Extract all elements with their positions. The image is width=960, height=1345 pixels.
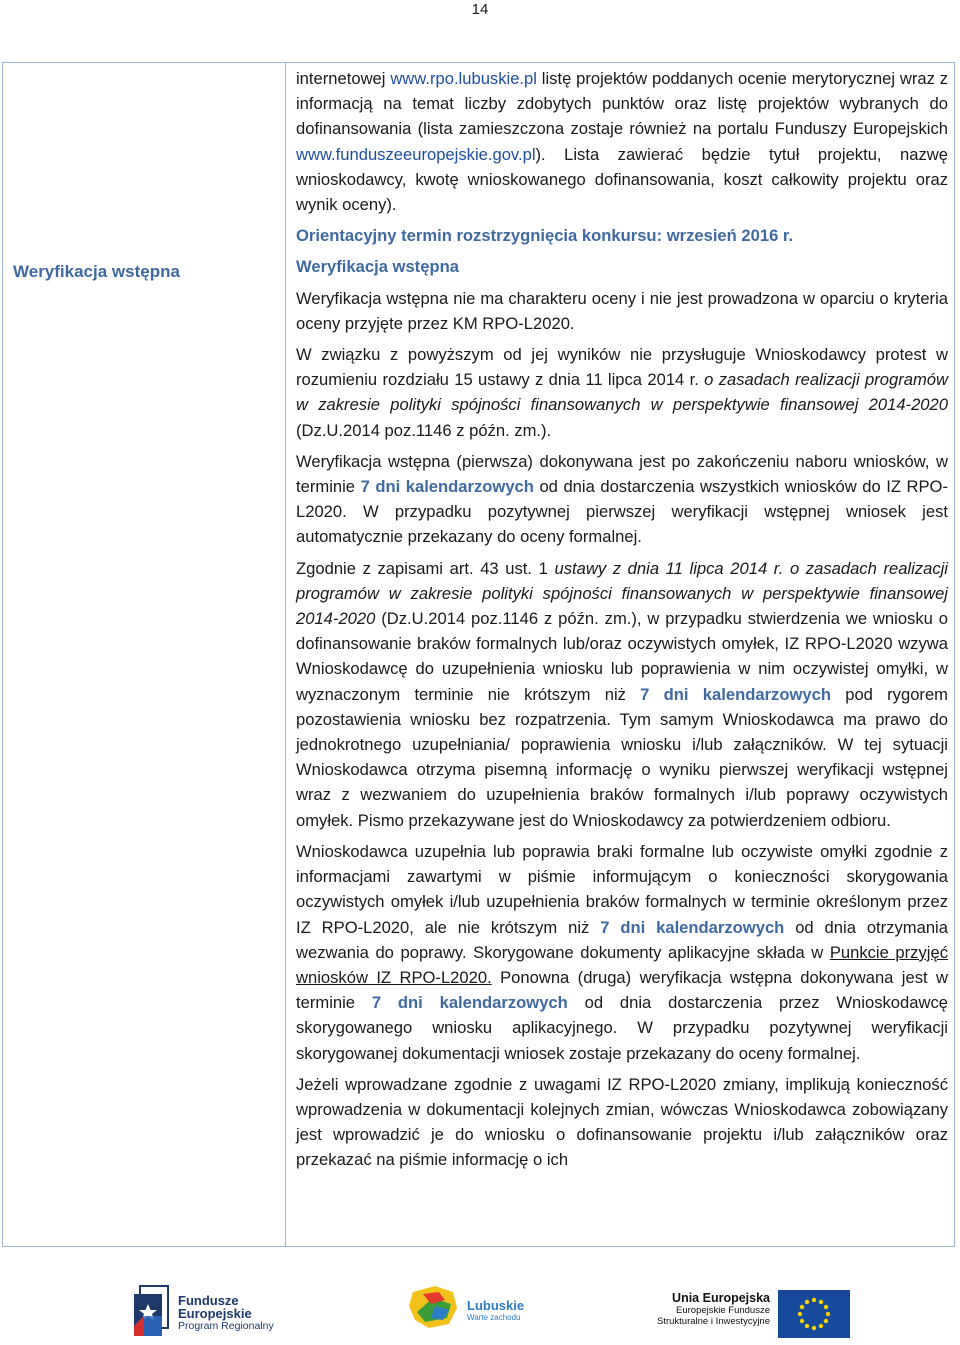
paragraph-5 [296,556,948,833]
eu-text [650,1292,770,1327]
paragraph-4 [296,449,948,550]
p5-text-3: pod rygorem pozostawienia wniosku bez rozpatrzenia. Tym samym Wnioskodawca ma prawo do jednokrotnego uzupełniania/ poprawienia wniosku i/lub załączników. W tej sytuacji Wnioskodawca otrzyma pisemną informację o wyniku pierwszej weryfikacji wstępnej wraz z wezwaniem do uzupełnienia braków formalnych i/lub poprawy oczywistych omyłek. Pismo przekazywane jest do Wnioskodawcy za potwierdzeniem odbioru. [296,684,948,830]
lubuskie-logo [405,1282,545,1342]
paragraph-2: Weryfikacja wstępna nie ma charakteru oceny i nie jest prowadzona w oparciu o kryteria oceny przyjęte przez KM RPO-L2020. [296,288,948,333]
p6-underline: Punkcie przyjęć wniosków IZ RPO-L2020. [296,942,948,987]
ue-line-1: Unia Europejska [672,1291,770,1305]
lubuskie-map-icon [405,1282,463,1332]
fe-line-2: Europejskie [178,1306,252,1321]
page-number: 14 [471,1,489,18]
row-label-cell [3,63,285,1246]
orientation-deadline: Orientacyjny termin rozstrzygnięcia konkursu: wrzesień 2016 r. [296,226,794,246]
p1-text-2: listę projektów poddanych ocenie merytorycznej wraz z informacją na temat liczby zdobytych punktów oraz listę projektów wybranych do dofinansowania (lista zamieszczona zostaje również na portalu Funduszy Europejskich [296,69,948,139]
p5-text-2: (Dz.U.2014 poz.1146 z późn. zm.), w przypadku stwierdzenia we wniosku o dofinansowanie braków formalnych lub/oraz oczywistych omyłek, IZ RPO-L2020 wzywa Wnioskodawcę do uzupełnienia wniosku lub poprawienia w nim oczywistej omyłki, w wyznaczonym terminie nie krótszym niż [296,609,948,704]
fundusze-europejskie-logo [130,1282,300,1342]
ue-line-2: Europejskie Fundusze [676,1305,770,1316]
paragraph-3 [296,342,948,443]
column-divider [285,63,286,1246]
p6-deadline-2: 7 dni kalendarzowych [371,993,568,1013]
lubuskie-text [467,1300,524,1324]
ue-line-3: Strukturalne i Inwestycyjne [657,1316,770,1327]
eu-stars-icon [778,1290,850,1338]
p6-text-4: od dnia dostarczenia przez Wnioskodawcę skorygowanego wniosku aplikacyjnego. W przypadku pozytywnej weryfikacji skorygowanej dokumentacji wniosek zostaje przekazany do oceny formalnej. [296,993,948,1063]
p3-text-1: W związku z powyższym od jej wyników nie przysługuje Wnioskodawcy protest w rozumieniu rozdziału 15 ustawy z dnia 11 lipca 2014 r. [296,345,948,390]
section-heading: Weryfikacja wstępna [296,257,459,277]
p1-text-3: ). Lista zawierać będzie tytuł projektu, nazwę wnioskodawcy, kwotę wnioskowanego dofinansowania, koszt całkowity projektu oraz wynik oceny). [296,144,948,215]
p5-italic: ustawy z dnia 11 lipca 2014 r. o zasadach realizacji programów w zakresie polityki spójności finansowanych w perspektywie finansowej 2014-2020 [296,558,948,629]
p6-text-3: Ponowna (druga) weryfikacja wstępna dokonywana jest w terminie [296,967,948,1013]
p3-text-2: (Dz.U.2014 poz.1146 z późn. zm.). [296,420,552,440]
p6-text-2: od dnia otrzymania wezwania do poprawy. Skorygowane dokumenty aplikacyjne składa w [296,917,948,962]
p5-text-1: Zgodnie z zapisami art. 43 ust. 1 [296,558,555,578]
lubuskie-name: Lubuskie [467,1298,525,1313]
p6-deadline-1: 7 dni kalendarzowych [600,917,785,937]
p4-text-1: Weryfikacja wstępna (pierwsza) dokonywana jest po zakończeniu naboru wniosków, w terminie [296,451,948,497]
fundusze-europejskie-link[interactable]: www.funduszeeuropejskie.gov.pl [296,144,536,164]
paragraph-1 [296,66,948,217]
fundusze-europejskie-text [178,1294,274,1333]
p5-deadline: 7 dni kalendarzowych [640,684,831,704]
p6-text-1: Wnioskodawca uzupełnia lub poprawia braki formalne lub oczywiste omyłki zgodnie z informacjami zawartymi w piśmie informującym o konieczności skorygowania oczywistych omyłek i/lub uzupełnienia braków formalnych w terminie określonym przez IZ RPO-L2020, ale nie krótszym niż [296,841,948,937]
lubuskie-sub: Warte zachodu [467,1313,521,1322]
paragraph-6 [296,839,948,1066]
fundusze-europejskie-star-icon [130,1282,172,1338]
p1-text-1: internetowej [296,69,391,88]
footer-logos [0,1270,960,1345]
eu-flag-icon [778,1290,850,1338]
paragraph-7: Jeżeli wprowadzane zgodnie z uwagami IZ RPO-L2020 zmiany, implikują konieczność wprowadzenia w dokumentacji kolejnych zmian, wówczas Wnioskodawca zobowiązany jest wprowadzić je do wniosku o dofinansowanie projektu i/lub załączników oraz przekazać na piśmie informację o ich [296,1074,948,1170]
content-cell [296,66,948,1179]
fe-line-3: Program Regionalny [178,1320,274,1332]
row-label: Weryfikacja wstępna [13,262,180,281]
p3-italic: o zasadach realizacji programów w zakresie polityki spójności finansowanych w perspektywie finansowej 2014-2020 [296,370,948,415]
p4-text-2: od dnia dostarczenia wszystkich wniosków do IZ RPO-L2020. W przypadku pozytywnej pierwszej weryfikacji wstępnej wniosek jest automatycznie przekazany do oceny formalnej. [296,477,948,547]
p4-deadline: 7 dni kalendarzowych [360,477,534,497]
fe-line-1: Fundusze [178,1293,239,1308]
eu-logo [650,1282,850,1342]
rpo-lubuskie-link[interactable]: www.rpo.lubuskie.pl [390,69,537,88]
